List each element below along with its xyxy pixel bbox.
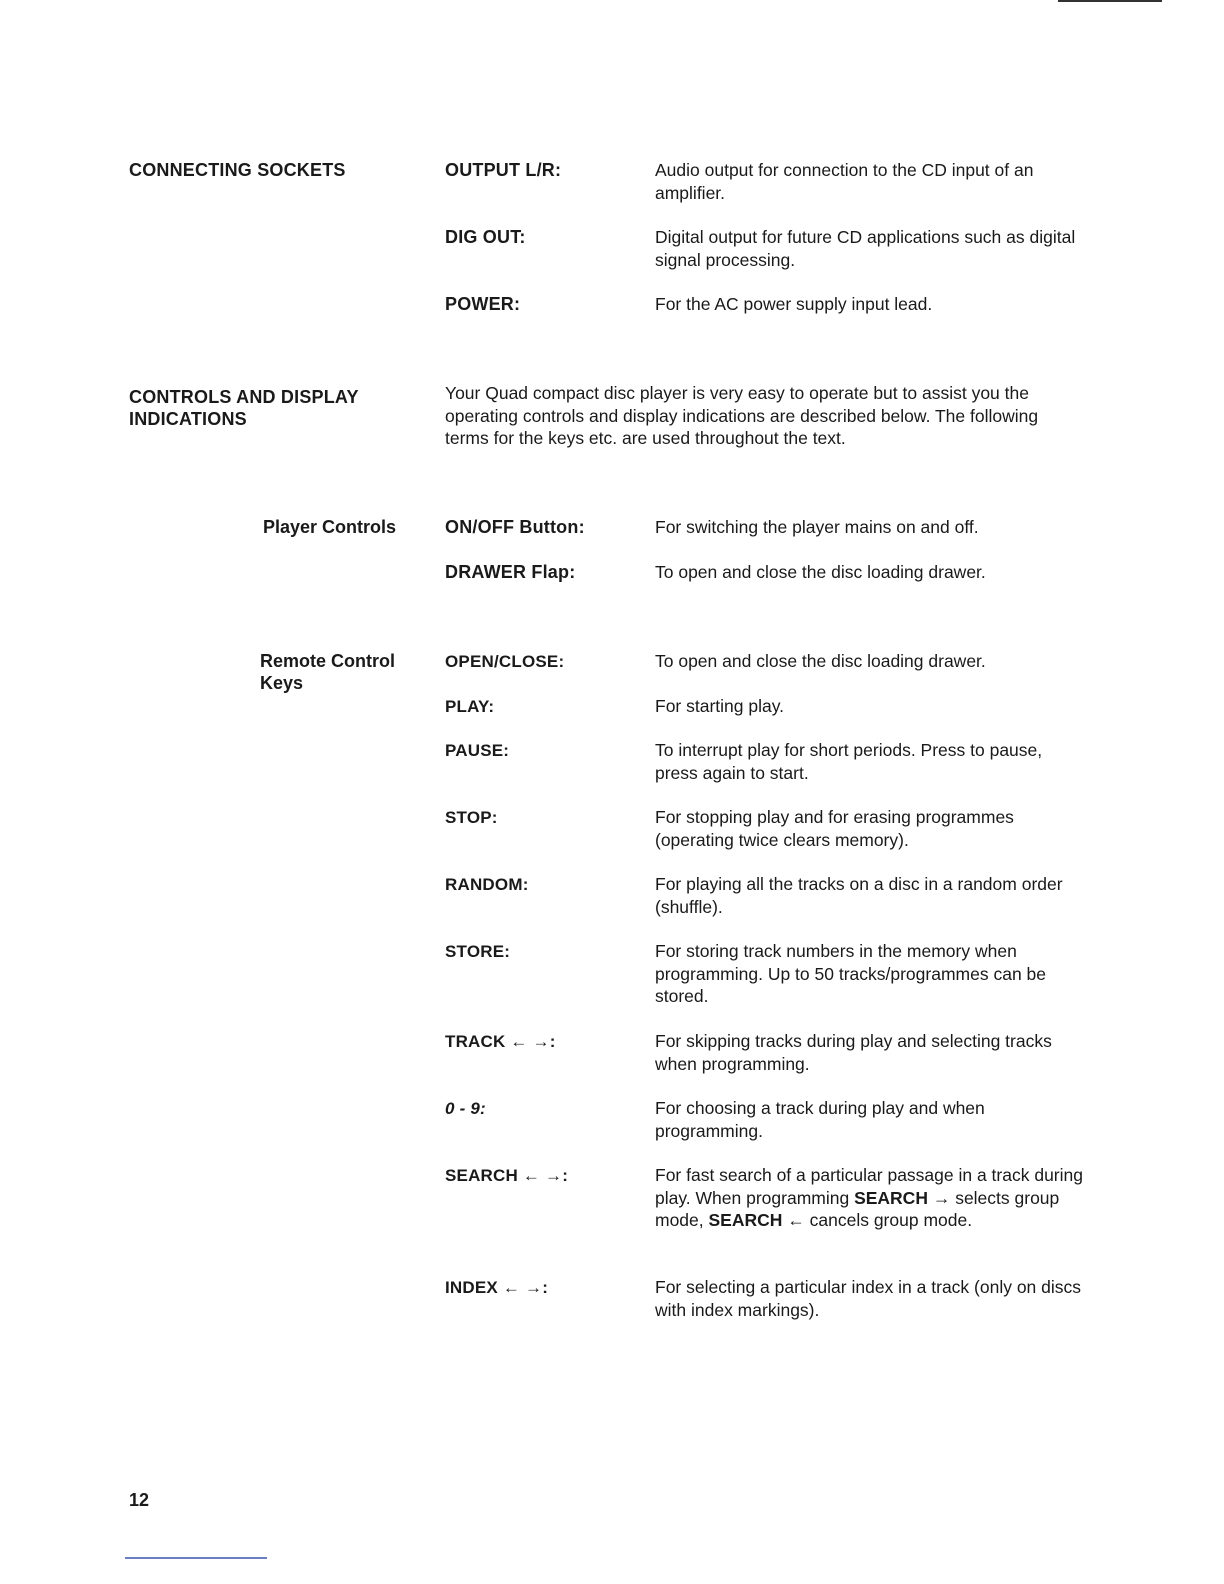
player-controls-heading: Player Controls bbox=[263, 517, 397, 537]
desc-on-off: For switching the player mains on and off. bbox=[655, 517, 979, 537]
term-stop: STOP: bbox=[445, 808, 498, 827]
term-store: STORE: bbox=[445, 942, 511, 961]
controls-heading-line1: CONTROLS AND DISPLAY bbox=[129, 387, 359, 407]
desc-track: For skipping tracks during play and selecting tracks when programming. bbox=[655, 1031, 1052, 1074]
desc-search-part3: cancels group mode. bbox=[804, 1210, 973, 1230]
desc-store: For storing track numbers in the memory when programming. Up to 50 tracks/programmes can be stored. bbox=[655, 941, 1046, 1006]
top-rule bbox=[1058, 0, 1162, 2]
controls-intro: Your Quad compact disc player is very easy to operate but to assist you the operating controls and display indications are described below. The following terms for the keys etc. are used throughout the text. bbox=[445, 383, 1039, 448]
desc-dig-out: Digital output for future CD applications such as digital signal processing. bbox=[655, 227, 1076, 270]
desc-power: For the AC power supply input lead. bbox=[655, 294, 933, 314]
controls-heading bbox=[129, 386, 359, 430]
term-search: SEARCH ← →: bbox=[445, 1166, 569, 1185]
term-open-close: OPEN/CLOSE: bbox=[445, 652, 565, 671]
desc-random: For playing all the tracks on a disc in a random order (shuffle). bbox=[655, 874, 1063, 917]
desc-drawer-flap: To open and close the disc loading drawer. bbox=[655, 562, 986, 582]
term-index: INDEX ← →: bbox=[445, 1278, 549, 1297]
desc-index: For selecting a particular index in a track (only on discs with index markings). bbox=[655, 1277, 1082, 1320]
term-track: TRACK ← →: bbox=[445, 1032, 556, 1051]
term-dig-out: DIG OUT: bbox=[445, 227, 526, 247]
controls-heading-line2: INDICATIONS bbox=[129, 409, 247, 429]
term-random: RANDOM: bbox=[445, 875, 529, 894]
desc-search-part1: For fast search of a particular passage in a track during play. When programming bbox=[655, 1165, 1083, 1208]
desc-search-bold1: SEARCH → bbox=[854, 1187, 951, 1208]
term-pause: PAUSE: bbox=[445, 741, 510, 760]
term-output-lr: OUTPUT L/R: bbox=[445, 160, 562, 180]
desc-search bbox=[655, 1164, 1085, 1232]
term-on-off: ON/OFF Button: bbox=[445, 517, 585, 537]
desc-search-bold2: SEARCH ← bbox=[708, 1210, 805, 1230]
term-digits: 0 - 9: bbox=[445, 1099, 486, 1118]
remote-keys-heading-line2: Keys bbox=[260, 673, 304, 693]
desc-output-lr: Audio output for connection to the CD input of an amplifier. bbox=[655, 160, 1034, 203]
bottom-rule bbox=[125, 1557, 267, 1559]
remote-keys-heading-line1: Remote Control bbox=[260, 651, 395, 671]
term-power: POWER: bbox=[445, 294, 521, 314]
connecting-sockets-heading: CONNECTING SOCKETS bbox=[129, 160, 346, 180]
remote-keys-heading bbox=[260, 650, 395, 694]
desc-search-part2: selects group mode, bbox=[655, 1187, 1060, 1230]
desc-play: For starting play. bbox=[655, 696, 785, 716]
term-play: PLAY: bbox=[445, 697, 495, 716]
desc-open-close: To open and close the disc loading drawer. bbox=[655, 651, 986, 671]
desc-stop: For stopping play and for erasing programmes (operating twice clears memory). bbox=[655, 807, 1014, 850]
page-number: 12 bbox=[129, 1490, 150, 1510]
term-drawer-flap: DRAWER Flap: bbox=[445, 562, 576, 582]
desc-pause: To interrupt play for short periods. Press to pause, press again to start. bbox=[655, 740, 1043, 783]
desc-digits: For choosing a track during play and when programming. bbox=[655, 1098, 985, 1141]
